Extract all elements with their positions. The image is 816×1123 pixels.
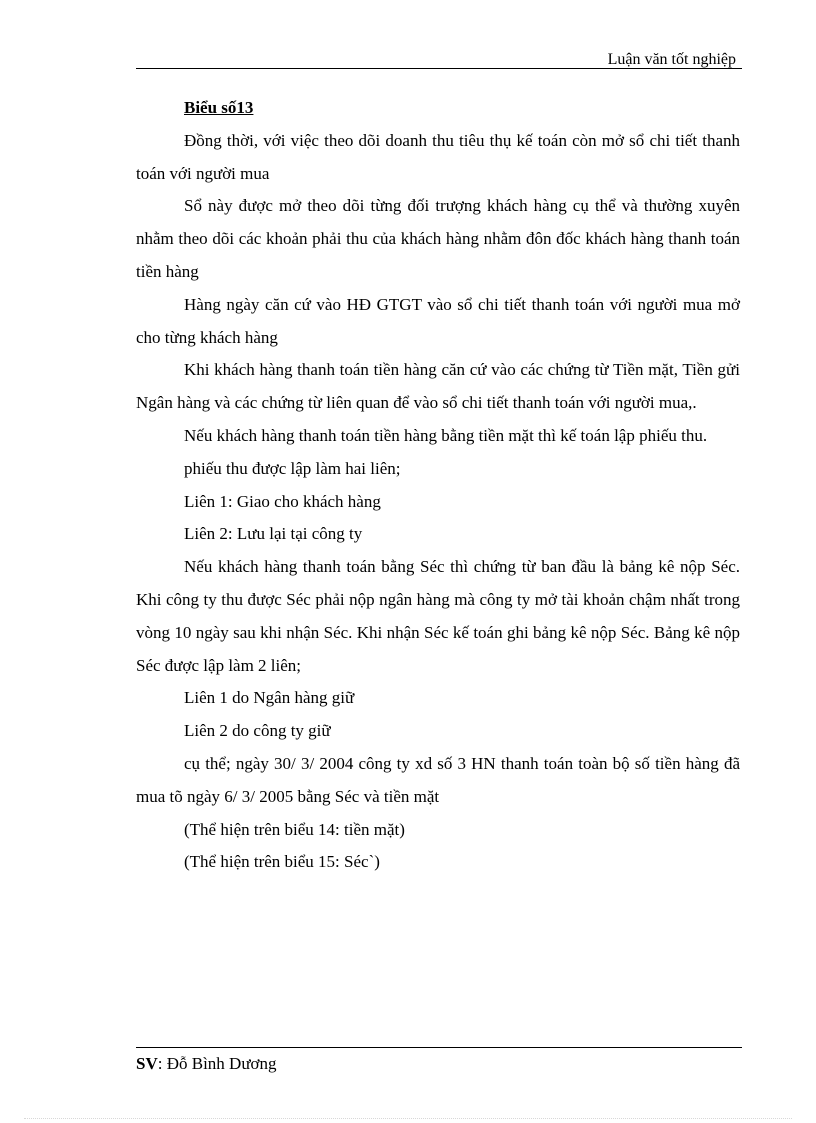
paragraph: Liên 2 do công ty giữ xyxy=(184,721,331,741)
section-heading: Biểu số13 xyxy=(184,98,254,117)
paragraph: Liên 2: Lưu lại tại công ty xyxy=(184,524,363,544)
footer-author xyxy=(136,1053,277,1075)
paragraph: Liên 1: Giao cho khách hàng xyxy=(184,491,381,511)
paragraph: (Thể hiện trên biểu 14: tiền mặt) xyxy=(184,819,405,839)
footer-name: : Đỗ Bình Dương xyxy=(157,1054,277,1073)
paragraph: Nếu khách hàng thanh toán bằng Séc thì chứng từ ban đầu là bảng kê nộp Séc. Khi công ty thu được Séc phải nộp ngân hàng mà công ty mở tài khoản chậm nhất trong vòng 10 ngày sau khi nhận Séc. Khi nhận Séc kế toán ghi bảng kê nộp Séc. Bảng kê nộp Séc được lập làm 2 liên; xyxy=(136,557,740,675)
paragraph: Khi khách hàng thanh toán tiền hàng căn cứ vào các chứng từ Tiền mặt, Tiền gửi Ngân hàng và các chứng từ liên quan để vào sổ chi tiết thanh toán với người mua,. xyxy=(136,360,740,413)
paragraph: Hàng ngày căn cứ vào HĐ GTGT vào sổ chi tiết thanh toán với người mua mở cho từng khách hàng xyxy=(136,294,740,347)
paragraph: Đồng thời, với việc theo dõi doanh thu tiêu thụ kế toán còn mở sổ chi tiết thanh toán với người mua xyxy=(136,130,740,183)
header-divider xyxy=(136,68,742,69)
header-title: Luận văn tốt nghiệp xyxy=(607,51,736,68)
paragraph: phiếu thu được lập làm hai liên; xyxy=(184,458,401,478)
footer-divider xyxy=(136,1047,742,1048)
footer-label: SV xyxy=(136,1054,158,1073)
page-edge xyxy=(24,1118,792,1119)
document-body xyxy=(136,92,740,879)
paragraph: cụ thể; ngày 30/ 3/ 2004 công ty xd số 3 HN thanh toán toàn bộ số tiền hàng đã mua tõ ngày 6/ 3/ 2005 bằng Séc và tiền mặt xyxy=(136,753,740,806)
paragraph: Liên 1 do Ngân hàng giữ xyxy=(184,688,355,708)
paragraph: Nếu khách hàng thanh toán tiền hàng bằng tiền mặt thì kế toán lập phiếu thu. xyxy=(184,425,708,445)
paragraph: Sổ này được mở theo dõi từng đối trượng khách hàng cụ thể và thường xuyên nhằm theo dõi các khoản phải thu của khách hàng nhằm đôn đốc khách hàng thanh toán tiền hàng xyxy=(136,196,740,281)
paragraph: (Thể hiện trên biểu 15: Séc`) xyxy=(184,852,380,872)
